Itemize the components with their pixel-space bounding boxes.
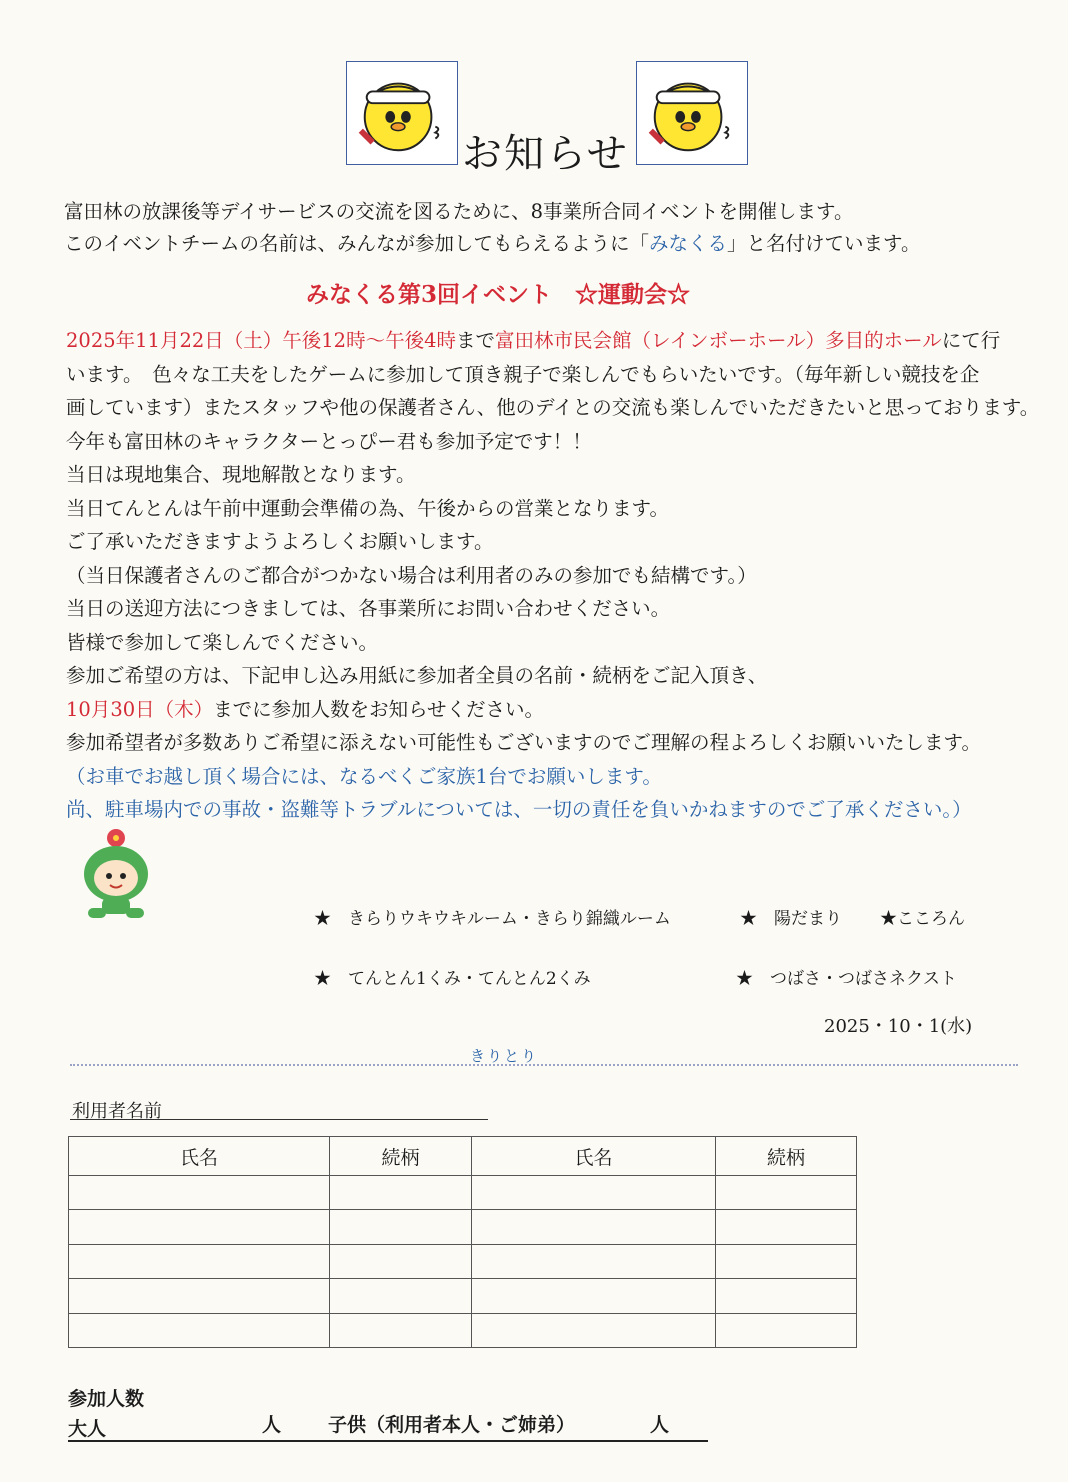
chick-mascot-left-icon bbox=[346, 61, 458, 165]
col-name-2: 氏名 bbox=[472, 1137, 716, 1176]
body-mid: まで bbox=[455, 329, 495, 352]
deadline: 10月30日（木） bbox=[66, 697, 214, 721]
toppy-kun-character-icon bbox=[76, 826, 156, 922]
table-row bbox=[69, 1313, 857, 1347]
body-line-2: います。 色々な工夫をしたゲームに参加して頂き親子で楽しんでもらいたいです。（毎年新しい競技を企 bbox=[66, 362, 980, 386]
cut-label: きりとり bbox=[470, 1047, 539, 1065]
parking-note-1: （お車でお越し頂く場合には、なるべくご家族1台でお願いします。 bbox=[66, 764, 662, 788]
body-line-8: （当日保護者さんのご都合がつかない場合は利用者のみの参加でも結構です。） bbox=[66, 563, 757, 587]
body-line-1 bbox=[66, 324, 1026, 358]
event-venue: 富田林市民会館（レインボーホール）多目的ホール bbox=[495, 329, 942, 352]
table-row bbox=[69, 1279, 857, 1313]
relation-cell[interactable] bbox=[330, 1244, 472, 1278]
relation-cell[interactable] bbox=[716, 1176, 857, 1210]
adult-label: 大人 bbox=[68, 1418, 107, 1440]
team-name: みなくる bbox=[649, 232, 728, 255]
name-cell[interactable] bbox=[472, 1313, 716, 1347]
child-label: 子供（利用者本人・ご姉弟） bbox=[328, 1414, 576, 1436]
facility-tsubasa: ★ つばさ・つばさネクスト bbox=[736, 969, 957, 989]
name-cell[interactable] bbox=[472, 1210, 716, 1244]
table-row bbox=[69, 1176, 857, 1210]
body-line-11: 参加ご希望の方は、下記申し込み用紙に参加者全員の名前・続柄をご記入頂き、 bbox=[66, 664, 768, 687]
name-cell[interactable] bbox=[472, 1279, 716, 1313]
page-title: お知らせ bbox=[462, 131, 629, 177]
relation-cell[interactable] bbox=[716, 1210, 857, 1244]
table-row bbox=[69, 1210, 857, 1244]
intro-line-2-before: このイベントチームの名前は、みんなが参加してもらえるように「 bbox=[64, 232, 650, 255]
child-unit: 人 bbox=[650, 1414, 670, 1436]
body-line-4: 今年も富田林のキャラクターとっぴー君も参加予定です！！ bbox=[66, 429, 592, 453]
body-line-10: 皆様で参加して楽しんでください。 bbox=[66, 630, 379, 654]
issue-date: 2025・10・1(水) bbox=[824, 1016, 973, 1037]
col-relation-2: 続柄 bbox=[716, 1137, 857, 1176]
deadline-tail: までに参加人数をお知らせください。 bbox=[213, 697, 545, 721]
relation-cell[interactable] bbox=[716, 1313, 857, 1347]
relation-cell[interactable] bbox=[330, 1279, 472, 1313]
relation-cell[interactable] bbox=[330, 1210, 472, 1244]
intro-line-1: 富田林の放課後等デイサービスの交流を図るために、8事業所合同イベントを開催します。 bbox=[64, 200, 854, 223]
col-relation-1: 続柄 bbox=[330, 1137, 472, 1176]
body-line-3: 画しています）またスタッフや他の保護者さん、他のデイとの交流も楽しんでいただきたいと思っております。 bbox=[66, 396, 1040, 419]
body-line-13: 参加希望者が多数ありご希望に添えない可能性もございますのでご理解の程よろしくお願いいたします。 bbox=[66, 731, 981, 754]
participant-count-row bbox=[68, 1410, 708, 1442]
adult-unit: 人 bbox=[262, 1414, 282, 1436]
name-cell[interactable] bbox=[69, 1279, 330, 1313]
body-tail: にて行 bbox=[941, 329, 1001, 352]
name-cell[interactable] bbox=[472, 1244, 716, 1278]
event-details bbox=[66, 324, 1040, 827]
relation-cell[interactable] bbox=[330, 1313, 472, 1347]
body-line-6: 当日てんとんは午前中運動会準備の為、午後からの営業となります。 bbox=[66, 496, 669, 520]
relation-cell[interactable] bbox=[716, 1244, 857, 1278]
facility-kokoron: ★こころん bbox=[880, 909, 965, 929]
body-line-12 bbox=[66, 693, 1026, 727]
parking-note-2: 尚、駐車場内での事故・盗難等トラブルについては、一切の責任を負いかねますのでご了承ください。） bbox=[66, 798, 972, 821]
relation-cell[interactable] bbox=[330, 1176, 472, 1210]
relation-cell[interactable] bbox=[716, 1279, 857, 1313]
facility-hidamari: ★ 陽だまり bbox=[740, 909, 842, 929]
facility-tenton: ★ てんとん1くみ・てんとん2くみ bbox=[314, 969, 591, 989]
event-heading: みなくる第3回イベント ☆運動会☆ bbox=[306, 281, 691, 308]
chick-mascot-right-icon bbox=[636, 61, 748, 165]
name-cell[interactable] bbox=[69, 1313, 330, 1347]
cut-line bbox=[70, 1064, 1018, 1066]
name-cell[interactable] bbox=[69, 1210, 330, 1244]
name-cell[interactable] bbox=[69, 1244, 330, 1278]
body-line-7: ご了承いただきますようよろしくお願いします。 bbox=[66, 530, 494, 553]
name-cell[interactable] bbox=[69, 1176, 330, 1210]
body-line-9: 当日の送迎方法につきましては、各事業所にお問い合わせください。 bbox=[66, 597, 671, 620]
table-header-row bbox=[69, 1137, 857, 1176]
participant-table bbox=[68, 1136, 857, 1348]
event-datetime: 2025年11月22日（土）午後12時～午後4時 bbox=[66, 329, 456, 352]
participant-count-title: 参加人数 bbox=[68, 1388, 145, 1410]
user-name-line[interactable] bbox=[70, 1119, 488, 1120]
name-cell[interactable] bbox=[472, 1176, 716, 1210]
intro-line-2 bbox=[64, 228, 920, 256]
table-row bbox=[69, 1244, 857, 1278]
facility-kirari: ★ きらりウキウキルーム・きらり錦織ルーム bbox=[314, 909, 671, 929]
intro-line-2-after: 」と名付けています。 bbox=[727, 232, 921, 255]
col-name-1: 氏名 bbox=[69, 1137, 330, 1176]
user-name-label: 利用者名前 bbox=[72, 1101, 162, 1122]
body-line-5: 当日は現地集合、現地解散となります。 bbox=[66, 463, 416, 486]
